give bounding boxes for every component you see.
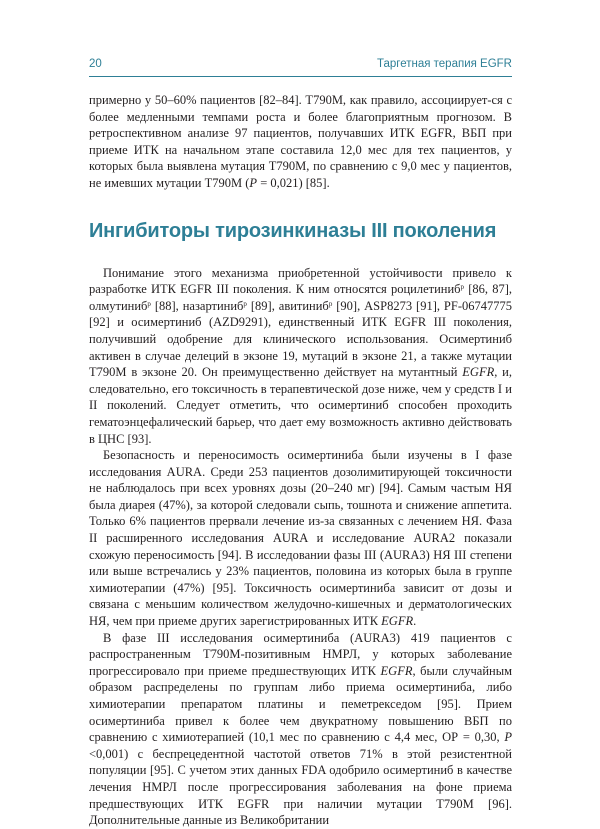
paragraph-intro xyxy=(89,92,512,192)
page-body xyxy=(89,92,512,829)
paragraph-safety xyxy=(89,447,512,630)
superscript-marker: р xyxy=(328,299,333,308)
page-number: 20 xyxy=(89,58,102,70)
text-run: Безопасность и переносимость осимертиниба были изучены в I фазе исследования AURA. Среди 253 пациентов дозолимитирующей токсичности не наблюдалось при всех уровнях дозы (20–240 мг) [94]. Самым частым НЯ была диарея (47%), за которой следовали сыпь, тошнота и снижение аппетита. Только 6% пациентов прервали лечение из-за связанных с лечением НЯ. Фаза II расширенного исследования AURA и исследование AURA2 показали схожую переносимость [94]. В исследовании фазы III (AURA3) НЯ III степени или выше встречались у 23% пациентов, половина из которых была в группе химиотерапии (47%) [95]. Токсичность осимертиниба зависит от дозы и связана с меньшим количеством желудочно-кишечных и дерматологических НЯ, чем при приеме других зарегистрированных ИТК xyxy=(89,448,512,629)
text-run: . xyxy=(413,614,417,629)
superscript-marker: р xyxy=(147,299,151,308)
p-value-label: P xyxy=(504,730,512,745)
text-run: [90], ASP8273 [91], PF-06747775 [92] и осимертиниб (AZD9291), единственный ИТК EGFR III поколения, получивший одобрение для клинического использования. Осимертиниб активен в случае делеций в экзоне 19, мутаций в экзоне 21, а также мутации T790M в экзоне 20. Он преимущественно действует на мутантный xyxy=(89,298,512,380)
superscript-marker: р xyxy=(243,299,247,308)
text-run: <0,001) с беспрецедентной частотой ответов 71% в этой резистентной популяции [95]. С учетом этих данных FDA одобрило осимертиниб в качестве лечения НМРЛ после прогрессирования заболевания на фоне приема предшествующих ИТК EGFR при наличии мутации T790M [96]. Дополнительные данные из Великобритании xyxy=(89,746,512,828)
text-run: [86, 87], олмутиниб xyxy=(89,282,512,313)
header-rule xyxy=(89,76,512,77)
gene-name-italic: EGFR xyxy=(380,663,413,678)
text-run: [88], назартиниб xyxy=(150,298,244,313)
text-run: Понимание этого механизма приобретенной устойчивости привело к разработке ИТК EGFR III поколения. К ним относятся роцилетиниб xyxy=(89,265,512,297)
text-run: [89], авитиниб xyxy=(246,298,329,313)
gene-name-italic: EGFR xyxy=(381,614,414,629)
paragraph-mechanism xyxy=(89,265,512,448)
text-run: , были случайным образом распределены по группам либо приема осимертиниба, либо химиотерапии препаратом платины и пеметрекседом [95]. Прием осимертиниба привел к более чем двукратному повышению ВБП по сравнению с химиотерапией (10,1 мес по сравнению с 4,4 мес, ОР = 0,30, xyxy=(89,663,513,745)
running-title: Таргетная терапия EGFR xyxy=(376,58,512,70)
section-heading: Ингибиторы тирозинкиназы III поколения xyxy=(89,219,497,242)
text-run: , и, следовательно, его токсичность в терапевтической дозе ниже, чем у средств I и II поколений. Следует отметить, что осимертиниб способен проходить гематоэнцефалический барьер, что дает ему возможность активно действовать в ЦНС [93]. xyxy=(89,365,512,446)
text-run: В фазе III исследования осимертиниба (AURA3) 419 пациентов с распространенным T790M-позитивным НМРЛ, у которых заболевание прогрессировало при приеме предшествующих ИТК xyxy=(89,630,512,678)
text-run: = 0,021) [85]. xyxy=(257,175,330,190)
paragraph-aura3 xyxy=(89,630,512,829)
superscript-marker: р xyxy=(460,283,465,292)
p-value-label: P xyxy=(249,175,258,190)
gene-name-italic: EGFR xyxy=(462,365,495,380)
text-run: примерно у 50–60% пациентов [82–84]. T790M, как правило, ассоциирует-ся с более медленными темпами роста и более благоприятным прогнозом. В ретроспективном анализе 97 пациентов, получавших ИТК EGFR, ВБП при приеме ИТК на начальном этапе составила 12,0 мес для тех пациентов, у которых была выявлена мутация T790M, по сравнению с 9,0 мес у пациентов, не имевших мутации T790M ( xyxy=(89,93,512,190)
